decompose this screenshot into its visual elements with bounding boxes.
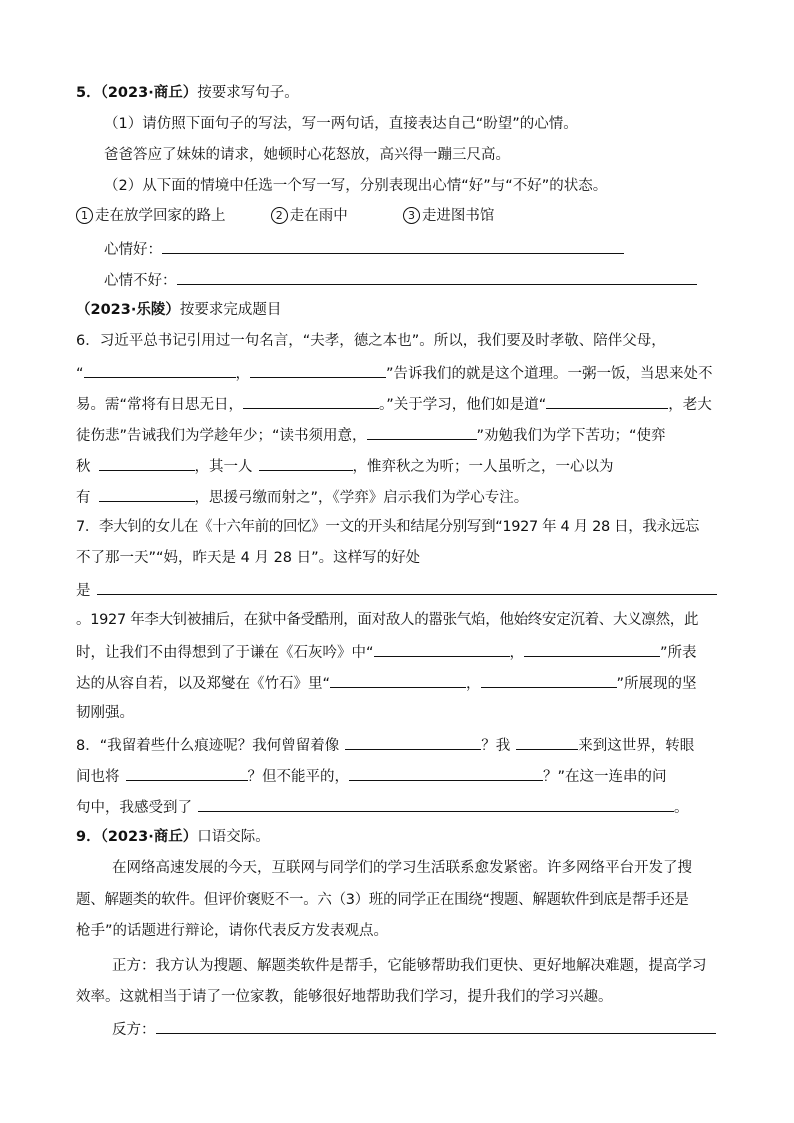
- q7-text: 是: [76, 583, 91, 599]
- q7-text: 时，让我们不由得想到了于谦在《石灰吟》中“: [76, 645, 374, 661]
- q9-affirmative-2: 效率。这就相当于请了一位家教，能够很好地帮助我们学习，提升我们的学习兴趣。: [76, 989, 613, 1005]
- q8-text: 。: [674, 800, 689, 816]
- q6-line-3: [76, 393, 712, 415]
- q6-text: 易。需“常将有日思无日，: [76, 397, 244, 413]
- circled-number-1: 1: [76, 207, 93, 224]
- answer-blank[interactable]: [367, 424, 477, 440]
- answer-blank-good[interactable]: [162, 238, 624, 254]
- q6-text: 徒伤悲”告诫我们为学趁年少；“读书须用意，: [76, 428, 367, 444]
- q6-text: ，老大: [668, 397, 712, 413]
- q6-line-2: [76, 362, 713, 384]
- circled-number-3: 3: [403, 207, 420, 224]
- answer-blank[interactable]: [374, 641, 510, 657]
- q6-text: ，: [235, 366, 251, 382]
- q6-text: 秋: [76, 459, 91, 475]
- q7-line-7: 韧刚强。: [76, 705, 134, 721]
- q9-paragraph-2: 题、解题类的软件。但评价褒贬不一。六（3）班的同学正在围绕“搜题、解题软件到底是帮手还是: [76, 892, 689, 908]
- answer-blank-negative[interactable]: [156, 1018, 716, 1034]
- answer-blank[interactable]: [330, 672, 466, 688]
- q5-options: [76, 206, 494, 226]
- q6-text: 有: [76, 490, 91, 506]
- q7-text: 达的从容自若，以及郑燮在《竹石》里“: [76, 676, 331, 692]
- answer-blank[interactable]: [259, 455, 353, 471]
- q9-paragraph-3: 枪手”的话题进行辩论，请你代表反方发表观点。: [76, 923, 389, 939]
- q9-title: 口语交际。: [197, 829, 270, 845]
- answer-blank[interactable]: [349, 765, 543, 781]
- answer-blank[interactable]: [99, 486, 195, 502]
- q5-example-sentence: 爸爸答应了妹妹的请求，她顿时心花怒放，高兴得一蹦三尺高。: [104, 147, 510, 163]
- q6-line-6: [76, 486, 528, 508]
- answer-blank[interactable]: [198, 796, 674, 812]
- q8-text: 间也将: [76, 769, 120, 785]
- option-3-text: 走进图书馆: [421, 208, 495, 224]
- answer-blank[interactable]: [97, 579, 717, 595]
- mood-good-label: 心情好：: [104, 242, 162, 258]
- q6-text: “: [76, 366, 84, 382]
- q7-text: ，: [509, 645, 525, 661]
- q6-line-5: [76, 455, 614, 477]
- q7-line-2: 不了那一天”“妈，昨天是 4 月 28 日”。这样写的好处: [76, 550, 421, 566]
- answer-blank[interactable]: [99, 455, 195, 471]
- q6-text: 。”关于学习，他们如是道“: [379, 397, 547, 413]
- answer-blank[interactable]: [250, 362, 386, 378]
- answer-blank[interactable]: [345, 734, 481, 750]
- q8-text: ？我: [481, 738, 511, 754]
- q5-number: 5．: [76, 85, 101, 101]
- q5-title: 按要求写句子。: [197, 85, 299, 101]
- q8-text: ？”在这一连串的问: [543, 769, 667, 785]
- option-1: [76, 208, 226, 224]
- answer-blank[interactable]: [126, 765, 248, 781]
- q7-text: ”所表: [660, 645, 697, 661]
- q8-line-3: [76, 796, 689, 818]
- q6-text: ，惟弈秋之为听；一人虽听之，一心以为: [352, 459, 614, 475]
- q9-negative-line: [112, 1018, 716, 1040]
- q9-source: （2023·商丘）: [100, 829, 198, 845]
- q5-source: （2023·商丘）: [100, 85, 198, 101]
- answer-blank[interactable]: [516, 734, 578, 750]
- q8-text: ？但不能平的，: [247, 769, 349, 785]
- section-source: （2023·乐陵）: [76, 302, 180, 318]
- answer-blank[interactable]: [546, 393, 668, 409]
- q6-text: ”劝勉我们为学下苦功；“使弈: [476, 428, 666, 444]
- option-3: [403, 208, 495, 224]
- q9-negative-label: 反方：: [112, 1022, 156, 1038]
- answer-blank[interactable]: [524, 641, 660, 657]
- mood-bad-line: [104, 269, 697, 291]
- q6-text: ，其一人: [194, 459, 253, 475]
- q5-part2: （2）从下面的情境中任选一个写一写，分别表现出心情“好”与“不好”的状态。: [104, 178, 608, 194]
- q9-affirmative-1: 正方：我方认为搜题、解题类软件是帮手，它能够帮助我们更快、更好地解决难题，提高学习: [112, 958, 707, 974]
- q6-line-4: [76, 424, 666, 446]
- q8-text: 句中，我感受到了: [76, 800, 192, 816]
- q7-line-6: [76, 672, 697, 694]
- q9-number: 9．: [76, 829, 101, 845]
- option-2-text: 走在雨中: [289, 208, 348, 224]
- answer-blank[interactable]: [243, 393, 379, 409]
- q5-part1: （1）请仿照下面句子的写法，写一两句话，直接表达自己“盼望”的心情。: [104, 116, 578, 132]
- q8-line-2: [76, 765, 667, 787]
- answer-blank[interactable]: [481, 672, 617, 688]
- option-1-text: 走在放学回家的路上: [95, 208, 226, 224]
- q7-line-4: 。1927 年李大钊被捕后，在狱中备受酷刑，面对敌人的嚣张气焰，他始终安定沉着、大义凛然，此: [76, 612, 699, 628]
- q7-line-3: [76, 579, 717, 601]
- q9-paragraph-1: 在网络高速发展的今天，互联网与同学们的学习生活联系愈发紧密。许多网络平台开发了搜: [112, 860, 692, 876]
- q7-line-5: [76, 641, 697, 663]
- section-title: 按要求完成题目: [179, 302, 282, 318]
- q6-line-1: 6．习近平总书记引用过一句名言，“夫孝，德之本也”。所以，我们要及时孝敬、陪伴父母，: [76, 333, 666, 349]
- q8-text: 8．“我留着些什么痕迹呢？我何曾留着像: [76, 738, 340, 754]
- q5-heading: [76, 83, 299, 103]
- answer-blank-bad[interactable]: [177, 269, 697, 285]
- q6-text: ”告诉我们的就是这个道理。一粥一饭，当思来处不: [386, 366, 713, 382]
- answer-blank[interactable]: [84, 362, 236, 378]
- q7-text: ”所展现的坚: [616, 676, 697, 692]
- q7-line-1: 7．李大钊的女儿在《十六年前的回忆》一文的开头和结尾分别写到“1927 年 4 月 28 日，我永远忘: [76, 519, 700, 535]
- q8-line-1: [76, 734, 694, 756]
- q6-text: ，思援弓缴而射之”，《学弈》启示我们为学心专注。: [194, 490, 529, 506]
- mood-good-line: [104, 238, 624, 260]
- option-2: [271, 208, 348, 224]
- section-heading: [76, 300, 281, 320]
- mood-bad-label: 心情不好：: [104, 273, 177, 289]
- q8-text: 来到这世界，转眼: [578, 738, 695, 754]
- q9-heading: [76, 827, 270, 847]
- circled-number-2: 2: [271, 207, 288, 224]
- q7-text: ，: [466, 676, 481, 692]
